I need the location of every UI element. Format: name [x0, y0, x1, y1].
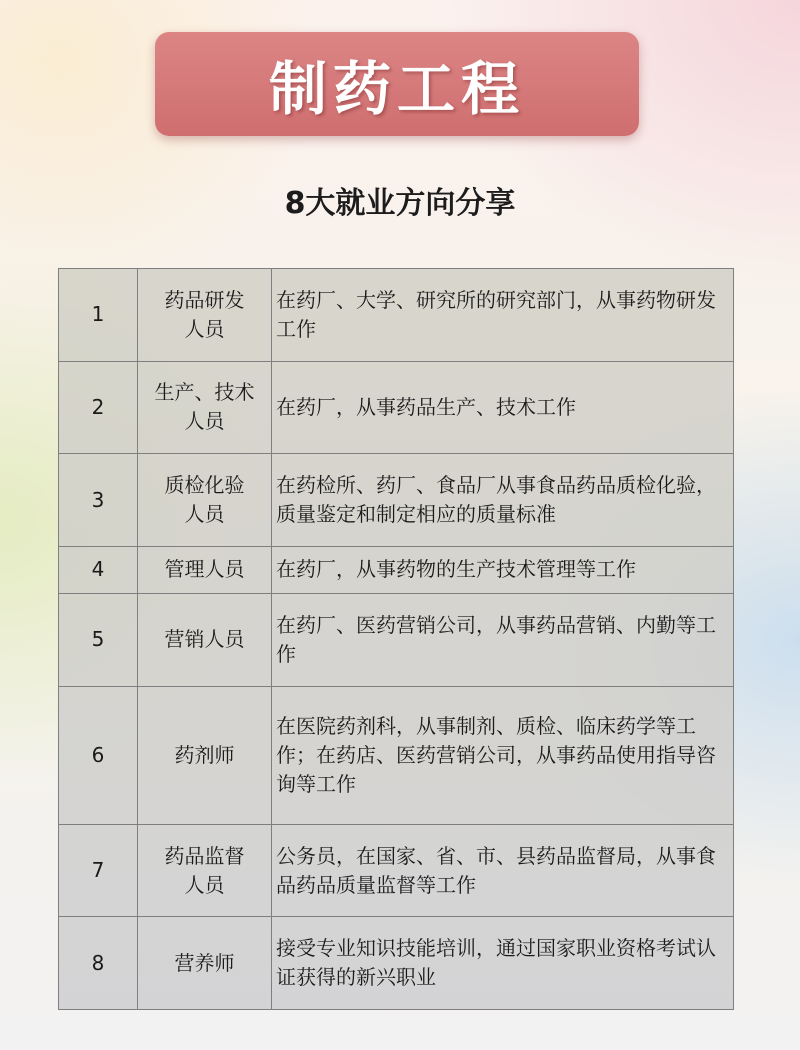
- role-name: 药品研发 人员: [164, 287, 245, 341]
- role-cell: [138, 454, 272, 547]
- role-description: 在药厂，从事药品生产、技术工作: [276, 394, 576, 419]
- table-row: [59, 454, 734, 547]
- table-row: [59, 546, 734, 593]
- role-name: 营销人员: [164, 627, 245, 652]
- table-row: [59, 824, 734, 917]
- role-cell: [138, 824, 272, 917]
- row-number: 1: [59, 269, 138, 362]
- row-number: 5: [59, 593, 138, 686]
- description-cell: [272, 361, 734, 454]
- role-description: 在药厂、大学、研究所的研究部门，从事药物研发工作: [276, 287, 716, 341]
- role-name: 质检化验 人员: [164, 473, 245, 527]
- role-cell: [138, 546, 272, 593]
- table-row: [59, 593, 734, 686]
- role-description: 在医院药剂科，从事制剂、质检、临床药学等工作；在药店、医药营销公司，从事药品使用指导咨询等工作: [276, 713, 716, 796]
- description-cell: [272, 546, 734, 593]
- role-description: 接受专业知识技能培训，通过国家职业资格考试认证获得的新兴职业: [276, 936, 716, 990]
- row-number: 7: [59, 824, 138, 917]
- career-table: [58, 268, 734, 1010]
- table-row: [59, 917, 734, 1010]
- description-cell: [272, 917, 734, 1010]
- role-name: 药品监督 人员: [164, 843, 245, 897]
- role-cell: [138, 686, 272, 824]
- role-name: 药剂师: [174, 742, 235, 767]
- row-number: 3: [59, 454, 138, 547]
- role-cell: [138, 269, 272, 362]
- page-subtitle: 8大就业方向分享: [284, 186, 516, 221]
- role-cell: [138, 593, 272, 686]
- description-cell: [272, 593, 734, 686]
- table-row: [59, 686, 734, 824]
- row-number: 8: [59, 917, 138, 1010]
- role-cell: [138, 361, 272, 454]
- description-cell: [272, 269, 734, 362]
- table-row: [59, 361, 734, 454]
- role-description: 公务员，在国家、省、市、县药品监督局，从事食品药品质量监督等工作: [276, 843, 716, 897]
- page-title: 制药工程: [268, 55, 525, 123]
- row-number: 4: [59, 546, 138, 593]
- table-row: [59, 269, 734, 362]
- role-name: 管理人员: [164, 557, 245, 582]
- description-cell: [272, 824, 734, 917]
- description-cell: [272, 454, 734, 547]
- title-banner: [155, 32, 639, 136]
- role-description: 在药检所、药厂、食品厂从事食品药品质检化验，质量鉴定和制定相应的质量标准: [276, 473, 716, 527]
- role-name: 生产、技术 人员: [154, 380, 255, 434]
- role-name: 营养师: [174, 950, 235, 975]
- role-description: 在药厂、医药营销公司，从事药品营销、内勤等工作: [276, 612, 716, 666]
- role-cell: [138, 917, 272, 1010]
- row-number: 2: [59, 361, 138, 454]
- row-number: 6: [59, 686, 138, 824]
- role-description: 在药厂，从事药物的生产技术管理等工作: [276, 557, 636, 582]
- description-cell: [272, 686, 734, 824]
